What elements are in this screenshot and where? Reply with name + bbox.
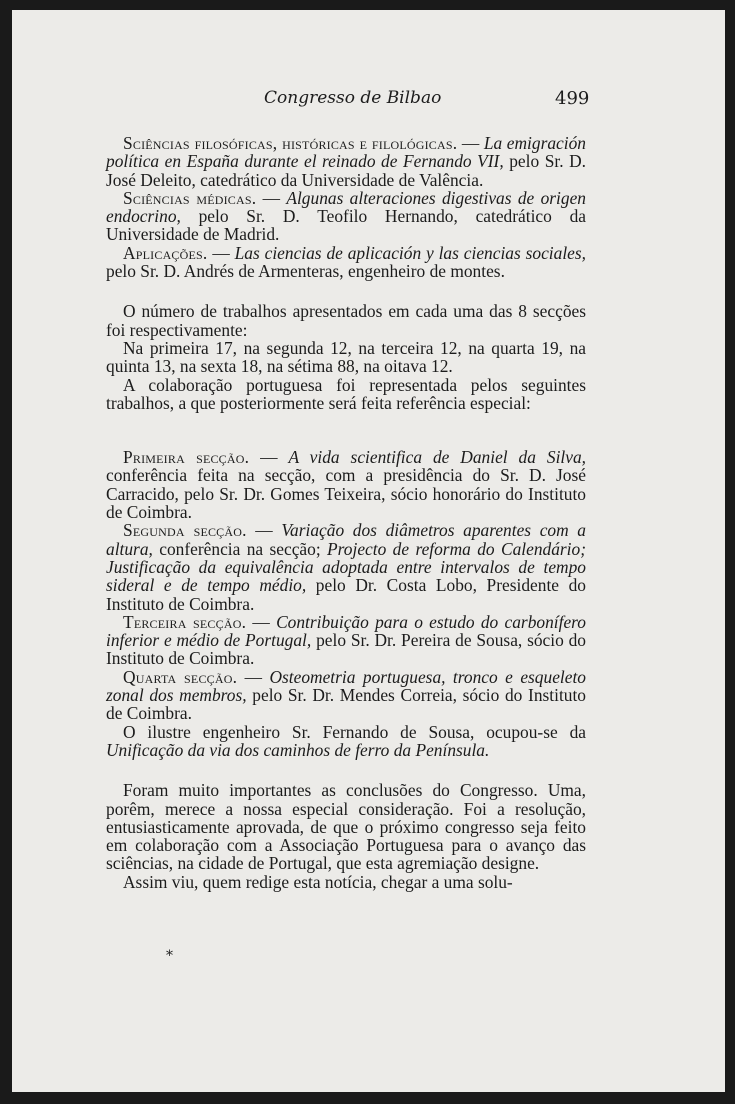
dash: — <box>246 520 282 541</box>
closing-paragraph: Assim viu, quem redige esta notícia, chegar a uma solu- <box>123 871 513 892</box>
portuguese-work-entry <box>106 613 586 668</box>
section-entry <box>106 244 586 281</box>
running-head <box>12 88 725 118</box>
dash: — <box>237 666 270 687</box>
work-title: A vida scientifica de Daniel da Silva, <box>288 447 587 468</box>
body-text <box>106 134 586 891</box>
work-author: pelo Dr. Costa Lobo, Presidente do Instituto de Coimbra. <box>106 575 586 614</box>
engineer-work-title: Unificação da via dos caminhos de ferro da Península. <box>106 739 490 760</box>
work-title-2: Projecto de reforma do Calendário; Justificação da equivalência adoptada entre intervalos de tempo sideral e de tempo médio, <box>106 538 586 596</box>
engineer-paragraph <box>106 723 586 760</box>
dash: — <box>207 242 235 263</box>
book-page <box>12 10 725 1092</box>
dash: — <box>249 447 289 468</box>
dash: — <box>457 133 484 153</box>
engineer-text: O ilustre engenheiro Sr. Fernando de Sousa, ocupou-se da <box>123 721 586 742</box>
work-author: pelo Sr. D. José Deleito, catedrático da Universidade de Valência. <box>106 151 586 190</box>
section-label: Aplicações. <box>123 242 208 263</box>
dash: — <box>256 187 287 208</box>
work-title: Algunas alteraciones digestivas de origen endocrino, <box>106 187 586 227</box>
work-author: pelo Sr. Dr. Pereira de Sousa, sócio do Instituto de Coimbra. <box>106 630 586 669</box>
work-title: Variação dos diâmetros aparentes com a altura, <box>106 520 587 559</box>
page-number: 499 <box>555 88 590 109</box>
section-label: Quarta secção. <box>123 666 238 687</box>
section-label: Terceira secção. <box>123 611 247 632</box>
work-title: Osteometria portuguesa, tronco e esqueleto zonal dos membros, <box>106 666 586 706</box>
section-label: Segunda secção. <box>123 520 247 541</box>
dash: — <box>246 611 277 632</box>
section-label: Primeira secção. <box>123 447 250 468</box>
section-label: Sciências médicas. <box>123 187 257 208</box>
running-title: Congresso de Bilbao <box>264 88 442 108</box>
work-title: Contribuição para o estudo do carbonífero inferior e médio de Portugal, <box>106 611 586 651</box>
section-entry <box>106 189 586 244</box>
section-entry <box>106 134 586 189</box>
work-note: conferência na secção; <box>152 538 328 559</box>
section-label: Sciências filosóficas, históricas e filológicas. <box>123 133 458 153</box>
work-author: pelo Sr. D. Teofilo Hernando, catedrático da Universidade de Madrid. <box>106 206 586 245</box>
work-author: pelo Sr. Dr. Mendes Correia, sócio do Instituto de Coimbra. <box>106 685 586 724</box>
work-author: conferência feita na secção, com a presidência do Sr. D. José Carracido, pelo Sr. Dr. Gomes Teixeira, sócio honorário do Instituto de Coimbra. <box>106 465 586 523</box>
work-title: Las ciencias de aplicación y las ciencias sociales, <box>234 242 586 263</box>
footer-asterisk: * <box>166 948 173 964</box>
portuguese-work-entry <box>106 448 586 521</box>
work-author: pelo Sr. D. Andrés de Armenteras, engenheiro de montes. <box>106 261 505 282</box>
portuguese-work-entry <box>106 521 586 612</box>
paragraph-portuguese-intro: A colaboração portuguesa foi representada pelos seguintes trabalhos, a que posteriormente será feita referência especial: <box>106 374 586 413</box>
work-title: La emigración política en España durante el reinado de Fernando VII, <box>106 133 586 172</box>
paragraph-count-values: Na primeira 17, na segunda 12, na terceira 12, na quarta 19, na quinta 13, na sexta 18, na sétima 88, na oitava 12. <box>106 337 586 377</box>
conclusion-paragraph: Foram muito importantes as conclusões do Congresso. Uma, porêm, merece a nossa especial consideração. Foi a resolução, entusiasticamente aprovada, de que o próximo congresso seja feito em colaboração com a Associação Portuguesa para o avanço das sciências, na cidade de Portugal, que esta agremiação designe. <box>106 780 586 874</box>
paragraph-count-intro: O número de trabalhos apresentados em cada uma das 8 secções foi respectivamente: <box>106 301 586 340</box>
portuguese-work-entry <box>106 668 586 723</box>
